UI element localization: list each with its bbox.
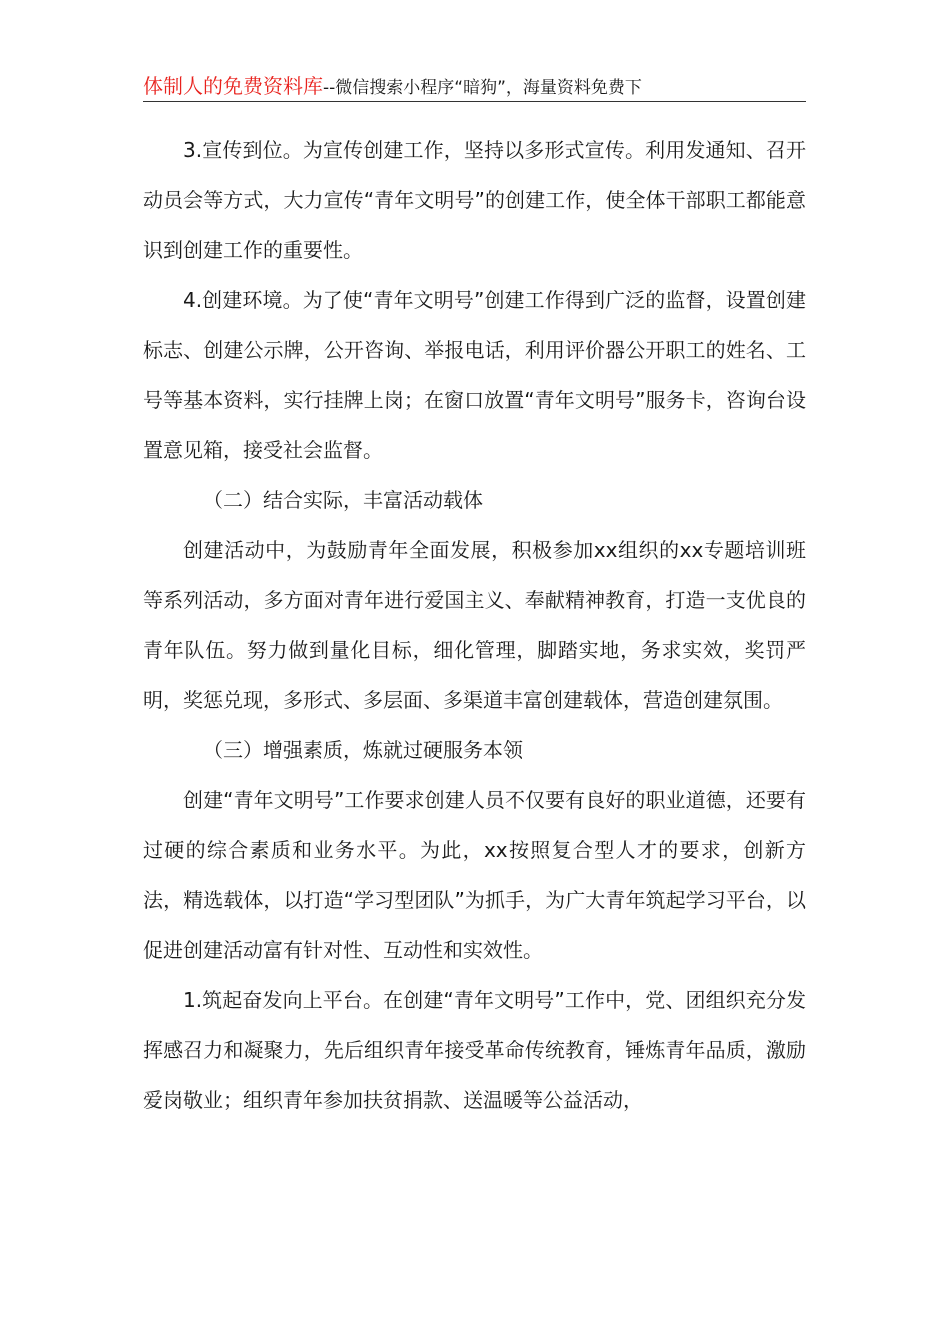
paragraph-quality: 创建“青年文明号”工作要求创建人员不仅要有良好的职业道德，还要有过硬的综合素质和业务水平。为此，xx按照复合型人才的要求，创新方法，精选载体，以打造“学习型团队”为抓手，为广大青年筑起学习平台，以促进创建活动富有针对性、互动性和实效性。 (143, 788, 806, 962)
section-heading-2: （二）结合实际，丰富活动载体 (203, 488, 483, 512)
page-header (143, 70, 806, 102)
header-title: 体制人的免费资料库 (143, 74, 323, 98)
paragraph-activities: 创建活动中，为鼓励青年全面发展，积极参加xx组织的xx专题培训班等系列活动，多方面对青年进行爱国主义、奉献精神教育，打造一支优良的青年队伍。努力做到量化目标，细化管理，脚踏实地，务求实效，奖罚严明，奖惩兑现，多形式、多层面、多渠道丰富创建载体，营造创建氛围。 (143, 538, 806, 712)
paragraph-environment: 4.创建环境。为了使“青年文明号”创建工作得到广泛的监督，设置创建标志、创建公示牌，公开咨询、举报电话，利用评价器公开职工的姓名、工号等基本资料，实行挂牌上岗；在窗口放置“青年文明号”服务卡，咨询台设置意见箱，接受社会监督。 (143, 288, 806, 462)
paragraph-publicity: 3.宣传到位。为宣传创建工作，坚持以多形式宣传。利用发通知、召开动员会等方式，大力宣传“青年文明号”的创建工作，使全体干部职工都能意识到创建工作的重要性。 (143, 138, 806, 262)
paragraph-platform: 1.筑起奋发向上平台。在创建“青年文明号”工作中，党、团组织充分发挥感召力和凝聚力，先后组织青年接受革命传统教育，锤炼青年品质，激励爱岗敬业；组织青年参加扶贫捐款、送温暖等公益活动， (143, 988, 806, 1112)
document-body (143, 125, 806, 1125)
header-subtitle: --微信搜索小程序“暗狗”，海量资料免费下 (323, 78, 642, 98)
section-heading-3: （三）增强素质，炼就过硬服务本领 (203, 738, 523, 762)
header-divider (143, 101, 806, 102)
